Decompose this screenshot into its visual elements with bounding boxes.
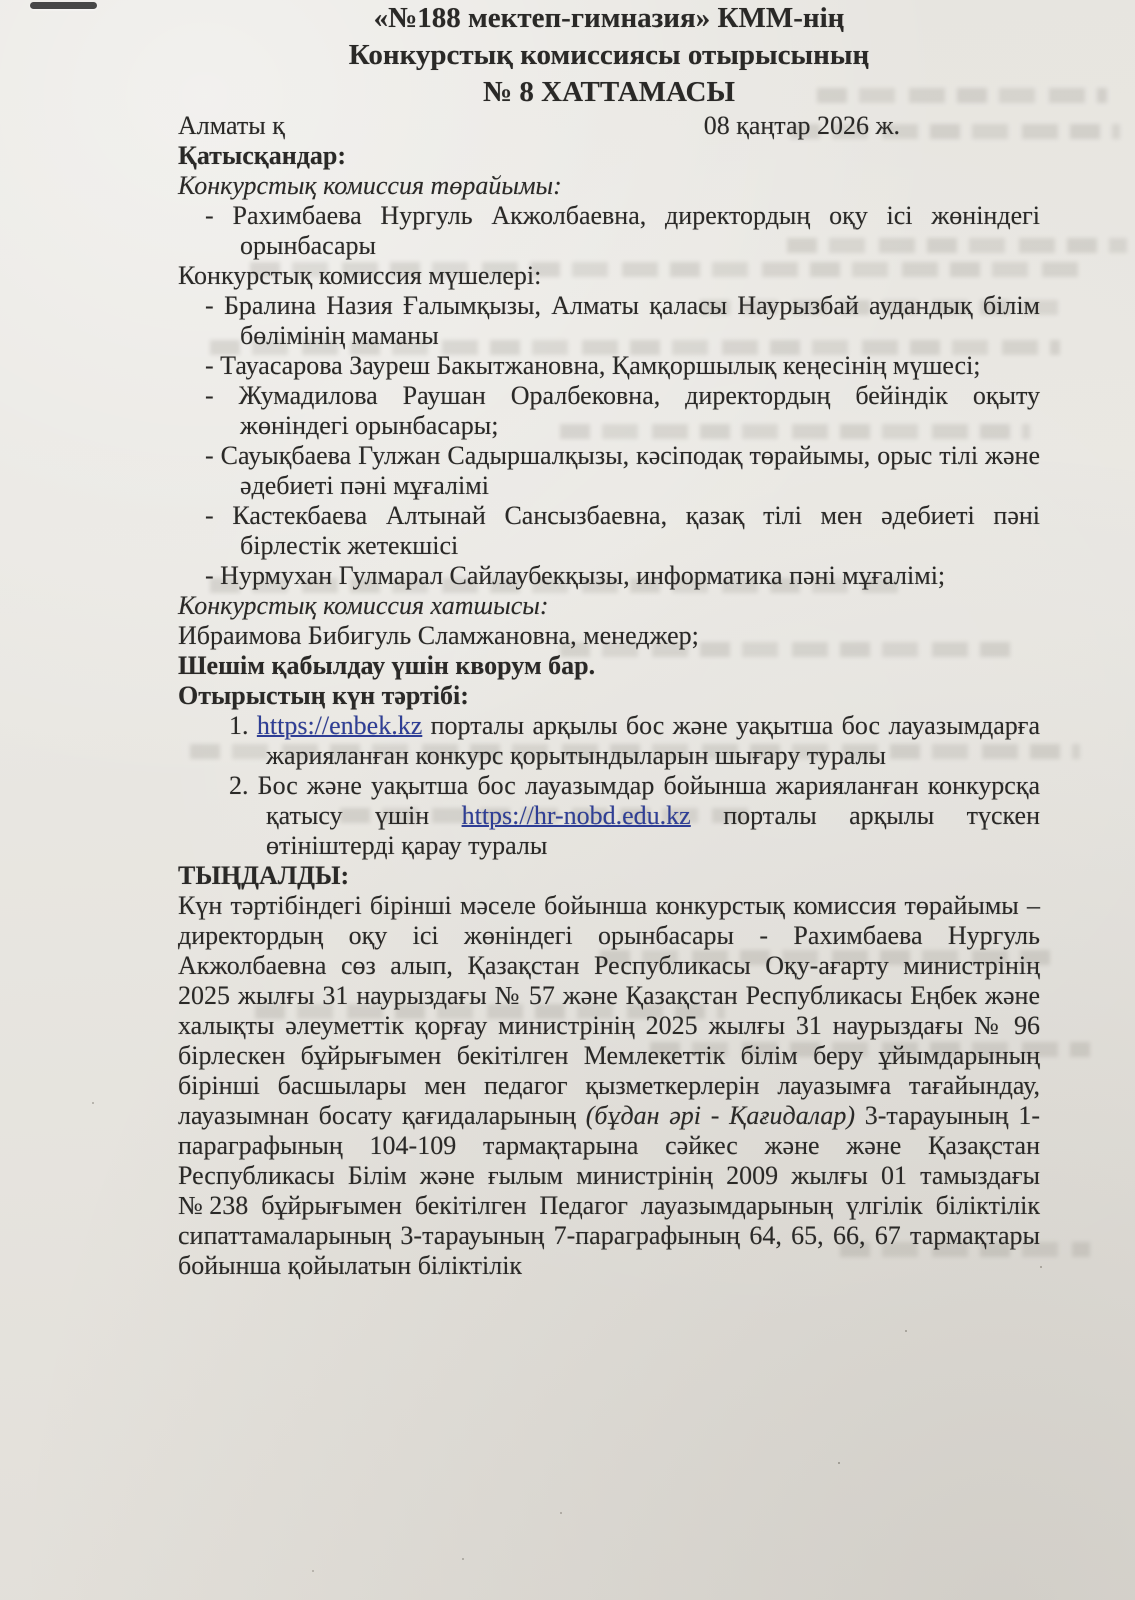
- title-line-3: № 8 ХАТТАМАСЫ: [483, 76, 735, 108]
- title-line-2: Конкурстық комиссиясы отырысының: [348, 39, 870, 71]
- member-name: Нурмухан Гулмарал Сайлаубекқызы, информатика пәні мұғалімі;: [220, 561, 946, 590]
- heard-heading: ТЫҢДАЛДЫ:: [178, 861, 350, 890]
- agenda-item-2: [178, 771, 1040, 861]
- dash-marker: -: [205, 561, 214, 590]
- agenda-item-post: порталы арқылы бос және уақытша бос лауазымдарға жарияланған конкурс қорытындыларын шығару туралы: [266, 711, 1041, 770]
- chair-name: Рахимбаева Нургуль Акжолбаевна, директордың оқу ісі жөніндегі орынбасары: [232, 201, 1041, 260]
- agenda-item-pre: Бос және уақытша бос лауазымдар бойынша жарияланған конкурсқа қатысу үшін: [257, 771, 1040, 830]
- dash-marker: -: [205, 201, 214, 230]
- member-item: [178, 351, 1040, 381]
- secretary-name: Ибраимова Бибигуль Сламжановна, менеджер;: [178, 621, 699, 650]
- quorum-note: Шешім қабылдау үшін кворум бар.: [178, 651, 596, 680]
- dash-marker: -: [205, 441, 214, 470]
- dash-marker: -: [205, 381, 214, 410]
- member-name: Сауықбаева Гулжан Садыршалқызы, кәсіподақ төрайымы, орыс тілі және әдебиеті пәні мұғалімі: [220, 441, 1040, 500]
- agenda-item-number: 2.: [229, 771, 249, 800]
- dash-marker: -: [205, 501, 214, 530]
- chair-label: Конкурстық комиссия төрайымы:: [178, 171, 562, 200]
- document-content: [178, 0, 1040, 1281]
- member-item: [178, 291, 1040, 351]
- heard-parenthetical: (бұдан әрі - Қағидалар): [585, 1101, 856, 1130]
- heard-paragraph: [178, 891, 1040, 1281]
- secretary-label: Конкурстық комиссия хатшысы:: [178, 591, 549, 620]
- member-item: [178, 381, 1040, 441]
- members-label: Конкурстық комиссия мүшелері:: [178, 261, 542, 290]
- heard-tail: 3-тарауының 1-параграфының 104-109 тармақтарына сәйкес және және Қазақстан Республикасы Білім және ғылым министрінің 2009 жылғы 01 тамыздағы №238 бұйрығымен бекітілген Педагог лауазымдарының үлгілік біліктілік сипаттамаларының 3-тарауының 7-параграфының 64, 65, 66, 67 тармақтары бойынша қойылатын біліктілік: [178, 1101, 1040, 1280]
- date-label: 08 қаңтар 2026 ж.: [703, 111, 900, 140]
- hr-nobd-link[interactable]: https://hr-nobd.edu.kz: [461, 801, 691, 830]
- place-date-row: [178, 111, 1040, 141]
- document-title: [178, 0, 1040, 111]
- attendees-heading: Қатысқандар:: [178, 141, 347, 170]
- agenda-heading: Отырыстың күн тәртібі:: [178, 681, 469, 710]
- member-item: [178, 441, 1040, 501]
- dash-marker: -: [205, 351, 214, 380]
- heard-lead: Күн тәртібіндегі бірінші мәселе бойынша конкурстық комиссия төрайымы – директордың оқу ісі жөніндегі орынбасары - Рахимбаева Нургуль Акжолбаевна сөз алып, Қазақстан Республикасы Оқу-ағарту министрінің 2025 жылғы 31 наурыздағы № 57 және Қазақстан Республикасы Еңбек және халықты әлеуметтік қорғау министрінің 2025 жылғы 31 наурыздағы № 96 бірлескен бұйрығымен бекітілген Мемлекеттік білім беру ұйымдарының бірінші басшылары мен педагог қызметкерлерін лауазымға тағайындау, лауазымнан босату қағидаларының: [178, 891, 1040, 1130]
- member-name: Бралина Назия Ғалымқызы, Алматы қаласы Наурызбай аудандық білім бөлімінің маманы: [223, 291, 1041, 350]
- place-label: Алматы қ: [178, 111, 285, 140]
- member-name: Кастекбаева Алтынай Сансызбаевна, қазақ тілі мен әдебиеті пәні бірлестік жетекшісі: [232, 501, 1041, 560]
- member-item: [178, 561, 1040, 591]
- title-line-1: «№188 мектеп-гимназия» КММ-нің: [373, 2, 845, 34]
- agenda-item-number: 1.: [229, 711, 249, 740]
- member-name: Тауасарова Зауреш Бакытжановна, Қамқоршылық кеңесінің мүшесі;: [220, 351, 981, 380]
- enbek-link[interactable]: https://enbek.kz: [256, 711, 423, 740]
- agenda-item-post: порталы арқылы түскен өтініштерді қарау туралы: [266, 801, 1041, 860]
- agenda-item-1: [178, 711, 1040, 771]
- chair-item: [178, 201, 1040, 261]
- member-name: Жумадилова Раушан Оралбековна, директордың бейіндік оқыту жөніндегі орынбасары;: [238, 381, 1040, 440]
- dash-marker: -: [205, 291, 214, 320]
- member-item: [178, 501, 1040, 561]
- paper-specks: [0, 0, 2, 2]
- binder-hole-mark: [30, 2, 97, 9]
